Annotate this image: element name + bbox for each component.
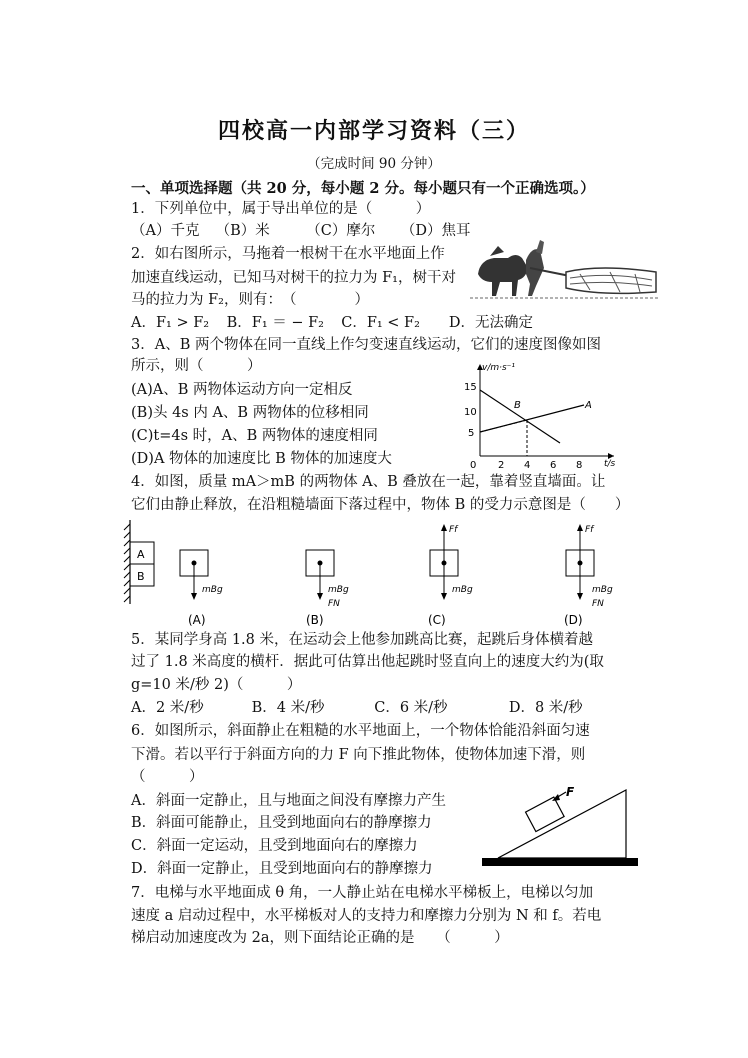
graph-x-tick-4: 4 [524,460,531,468]
diagram-label-c: (C) [428,613,446,627]
q6-option-a: A．斜面一定静止，且与地面之间没有摩擦力产生 [131,793,446,809]
q3-option-d: (D)A 物体的加速度比 B 物体的加速度大 [131,451,392,467]
q5-option-b: B．4 米/秒 [251,700,325,716]
graph-x-tick-6: 6 [550,460,557,468]
diagram-label-a: (A) [188,613,206,627]
q3-option-b: (B)头 4s 内 A、B 两物体的位移相同 [131,405,369,421]
q3-line-1: 3．A、B 两个物体在同一直线上作匀变速直线运动，它们的速度图像如图 [131,337,601,353]
force-diagrams [122,518,622,628]
block-b-label: B [137,570,145,583]
incline-diagram [480,780,640,872]
q1-option-c: （C）摩尔 [306,223,376,239]
q1-option-d: （D）焦耳 [400,223,471,239]
diagram-b-fn: FN [328,599,340,609]
graph-label-a: A [585,400,592,411]
page-title: 四校高一内部学习资料（三） [217,118,530,144]
q6-option-b: B．斜面可能静止，且受到地面向右的静摩擦力 [131,815,432,831]
q2-line-1: 2．如右图所示，马拖着一根树干在水平地面上作 [131,246,445,262]
q3-option-a: (A)A、B 两物体运动方向一定相反 [131,382,353,398]
q2-option-a: A．F₁ > F₂ [131,315,210,331]
diagram-d-mg: mBg [592,585,613,595]
q6-line-1: 6．如图所示，斜面静止在粗糙的水平地面上，一个物体恰能沿斜面匀速 [131,723,590,739]
page-subtitle: （完成时间 90 分钟） [307,156,441,172]
diagram-a-mg: mBg [202,585,223,595]
q7-line-1: 7．电梯与水平地面成 θ 角，一人静止站在电梯水平梯板上，电梯以匀加 [131,885,594,901]
q1-stem: 1．下列单位中，属于导出单位的是（ ） [131,201,431,217]
graph-x-tick-8: 8 [576,460,583,468]
graph-x-tick-2: 2 [498,460,505,468]
horse-pulling-log-illustration [470,238,660,306]
q2-options [131,313,533,333]
q5-option-d: D．8 米/秒 [508,700,583,716]
graph-y-tick-5: 5 [468,428,475,439]
velocity-time-graph [454,360,624,468]
q7-line-3: 梯启动加速度改为 2a，则下面结论正确的是 （ ） [131,930,509,946]
q5-line-3: g=10 米/秒 2)（ ） [131,677,302,693]
q1-options [131,221,470,241]
q1-option-a: （A）千克 [131,223,200,239]
incline-force-label: F [566,785,575,799]
diagram-label-d: (D) [564,613,583,627]
graph-x-axis-label: t/s [604,459,616,468]
graph-label-b: B [514,400,521,411]
q6-option-c: C．斜面一定运动，且受到地面向右的摩擦力 [131,838,418,854]
q2-option-b: B．F₁ ＝ − F₂ [226,315,324,331]
diagram-b-mg: mBg [328,585,349,595]
q4-line-2: 它们由静止释放，在沿粗糙墙面下落过程中，物体 B 的受力示意图是（ ） [131,497,630,513]
q6-line-3: （ ） [131,769,204,785]
q2-line-2: 加速直线运动，已知马对树干的拉力为 F₁，树干对 [131,270,456,286]
q5-line-1: 5．某同学身高 1.8 米，在运动会上他参加跳高比赛，起跳后身体横着越 [131,632,594,648]
q7-line-2: 速度 a 启动过程中，水平梯板对人的支持力和摩擦力分别为 N 和 f。若电 [131,908,602,924]
q3-option-c: (C)t=4s 时，A、B 两物体的速度相同 [131,428,378,444]
q2-line-3: 马的拉力为 F₂，则有： （ ） [131,292,369,308]
section-heading: 一、单项选择题（共 20 分，每小题 2 分。每小题只有一个正确选项。） [131,180,595,197]
graph-origin: 0 [470,460,477,468]
q5-line-2: 过了 1.8 米高度的横杆．据此可估算出他起跳时竖直向上的速度大约为(取 [131,654,604,670]
diagram-label-b: (B) [306,613,324,627]
graph-y-tick-15: 15 [464,382,477,393]
graph-line-b [480,390,560,443]
q4-line-1: 4．如图，质量 mA＞mB 的两物体 A、B 叠放在一起，靠着竖直墙面。让 [131,474,606,490]
diagram-c-mg: mBg [452,585,473,595]
diagram-d-fn: FN [592,599,604,609]
q5-options [131,698,583,718]
q6-option-d: D．斜面一定静止，且受到地面向右的静摩擦力 [131,861,433,877]
graph-line-a [480,405,584,432]
graph-y-tick-10: 10 [464,407,477,418]
diagram-c-ff: Ff [449,525,458,535]
block-a-label: A [137,548,145,561]
q3-line-2: 所示，则（ ） [131,358,262,374]
q1-option-b: （B）米 [215,223,270,239]
q2-option-d: D．无法确定 [448,315,533,331]
q5-option-c: C．6 米/秒 [374,700,448,716]
q2-option-c: C．F₁ < F₂ [341,315,420,331]
graph-y-axis-label: v/m·s⁻¹ [482,363,516,373]
diagram-d-ff: Ff [585,525,594,535]
q6-line-2: 下滑。若以平行于斜面方向的力 F 向下推此物体，使物体加速下滑，则 [131,747,586,763]
q5-option-a: A．2 米/秒 [131,700,204,716]
